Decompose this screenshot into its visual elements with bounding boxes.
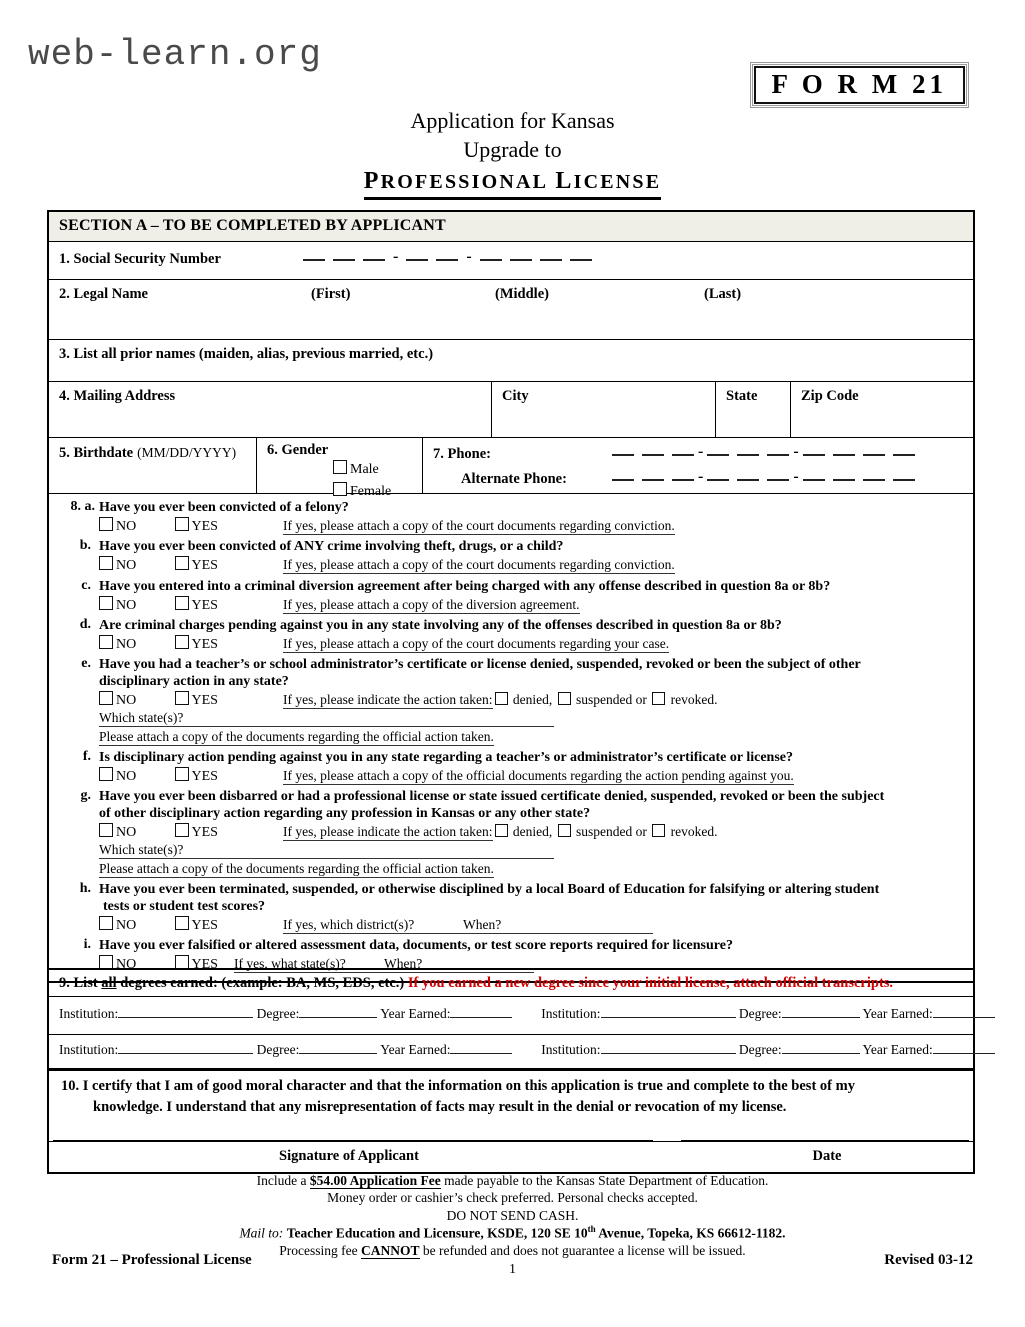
question-8g-text-line-1: Have you ever been disbarred or had a professional license or state issued certificate denied, suspended, revoked or been the subject <box>99 789 885 805</box>
gender-male-label: Male <box>350 462 379 477</box>
question-8h-yes[interactable]: YES <box>175 916 280 935</box>
gender-female-label: Female <box>350 484 392 499</box>
alt-phone-digit[interactable] <box>612 479 634 481</box>
document-title <box>0 106 1025 200</box>
ssn-input[interactable] <box>299 248 596 268</box>
question-8d-no[interactable]: NO <box>99 635 171 654</box>
cannot-emphasis: CANNOT <box>361 1242 420 1258</box>
year-input[interactable] <box>933 1017 995 1018</box>
question-8h-letter: h. <box>79 880 91 896</box>
ssn-digit[interactable] <box>480 259 502 261</box>
checkbox-icon[interactable] <box>175 767 189 781</box>
question-8h-text-line-2: tests or student test scores? <box>103 898 266 914</box>
question-8g-answers <box>99 823 965 879</box>
phone-digit[interactable] <box>833 454 855 456</box>
checkbox-icon[interactable] <box>652 692 665 705</box>
degree-row-2 <box>49 1035 973 1069</box>
state-label: State <box>726 388 758 404</box>
legal-name-middle-label: (Middle) <box>495 286 549 302</box>
question-8i-letter: i. <box>83 937 91 953</box>
section-9-transcript-warning: If you earned a new degree since your initial license, attach official transcripts. <box>407 975 894 991</box>
section-a-header-row <box>49 212 973 242</box>
question-8f-letter: f. <box>82 748 91 764</box>
date-line[interactable] <box>681 1140 969 1142</box>
mail-to-ordinal: th <box>587 1223 596 1234</box>
ssn-digit[interactable] <box>570 259 592 261</box>
ssn-separator: - <box>466 248 472 265</box>
mail-to-address-b: Avenue, Topeka, KS 66612-1182. <box>595 1225 786 1241</box>
legal-name-row[interactable] <box>49 280 973 340</box>
phone-digit[interactable] <box>767 454 789 456</box>
institution-label: Institution: <box>59 1042 119 1057</box>
checkbox-icon[interactable] <box>175 916 189 930</box>
institution-input[interactable] <box>118 1053 253 1054</box>
checkbox-icon[interactable] <box>558 824 571 837</box>
question-8e-answers <box>99 691 965 747</box>
site-watermark: web-learn.org <box>28 34 322 75</box>
checkbox-icon[interactable] <box>175 691 189 705</box>
gender-label: 6. Gender <box>267 442 329 458</box>
checkbox-icon[interactable] <box>99 916 113 930</box>
ssn-separator: - <box>393 248 399 265</box>
checkbox-icon[interactable] <box>333 460 347 474</box>
signature-row <box>49 1142 973 1172</box>
question-8f-hint: If yes, please attach a copy of the official documents regarding the action pending against you. <box>283 767 794 783</box>
section-9-all-emphasis: all <box>101 975 117 991</box>
certification-row <box>49 1070 973 1142</box>
alt-phone-digit[interactable] <box>767 479 789 481</box>
legal-name-label: 2. Legal Name <box>59 286 148 302</box>
alt-phone-digit[interactable] <box>642 479 664 481</box>
ssn-digit[interactable] <box>406 259 428 261</box>
question-8g <box>57 788 965 879</box>
signature-label: Signature of Applicant <box>279 1148 419 1164</box>
question-8d-letter: d. <box>79 616 91 632</box>
question-8i-when: When? <box>384 956 534 973</box>
checkbox-icon[interactable] <box>99 823 113 837</box>
checkbox-icon[interactable] <box>99 596 113 610</box>
question-8c-letter: c. <box>81 577 91 593</box>
phone-separator: - <box>698 443 704 460</box>
phone-input[interactable] <box>608 443 919 463</box>
year-input[interactable] <box>450 1053 512 1054</box>
section-a-block <box>47 210 975 983</box>
checkbox-icon[interactable] <box>99 635 113 649</box>
question-8h-answers <box>99 916 965 935</box>
title-line-1: Application for Kansas <box>410 108 615 133</box>
question-8d-hint: If yes, please attach a copy of the court documents regarding your case. <box>283 635 670 651</box>
checkbox-icon[interactable] <box>495 692 508 705</box>
form-number-badge <box>750 62 969 108</box>
legal-name-last-label: (Last) <box>704 286 742 302</box>
birthdate-label: 5. Birthdate <box>59 445 134 461</box>
ssn-digit[interactable] <box>436 259 458 261</box>
question-8a <box>57 499 965 536</box>
alt-phone-digit[interactable] <box>672 479 694 481</box>
city-cell[interactable] <box>492 382 716 437</box>
question-8b-answers <box>99 556 965 575</box>
gender-cell <box>257 438 423 499</box>
question-8g-attach-row <box>99 861 965 879</box>
checkbox-icon[interactable] <box>175 635 189 649</box>
question-8f-yes[interactable]: YES <box>175 767 280 786</box>
alternate-phone-input[interactable] <box>608 468 919 488</box>
question-8g-action-options: denied, suspended or revoked. <box>493 823 718 841</box>
mailing-address-row <box>49 382 973 438</box>
alt-phone-digit[interactable] <box>863 479 885 481</box>
question-8h-district-hint: If yes, which district(s)? <box>283 917 463 934</box>
degree-label: Degree: <box>256 1006 300 1021</box>
institution-input[interactable] <box>601 1053 736 1054</box>
date-label: Date <box>812 1148 842 1164</box>
phone-digit[interactable] <box>737 454 759 456</box>
question-8f-answers <box>99 767 965 786</box>
title-line-3 <box>364 168 662 200</box>
degree-input[interactable] <box>299 1017 377 1018</box>
title-rest-professional: ROFESSIONAL <box>380 171 549 194</box>
footer-form-name: Form 21 – Professional License <box>52 1252 252 1268</box>
checkbox-icon[interactable] <box>99 767 113 781</box>
footer-revision: Revised 03-12 <box>884 1252 973 1268</box>
year-input[interactable] <box>933 1053 995 1054</box>
question-8f-no[interactable]: NO <box>99 767 171 786</box>
question-8e-hint: If yes, please indicate the action taken: <box>283 692 493 708</box>
question-8i-text: Have you ever falsified or altered assessment data, documents, or test score reports required for licensure? <box>99 938 733 954</box>
checkbox-icon[interactable] <box>99 691 113 705</box>
checkbox-icon[interactable] <box>175 596 189 610</box>
prior-names-row[interactable] <box>49 340 973 382</box>
checkbox-icon[interactable] <box>652 824 665 837</box>
question-8b-letter: b. <box>79 538 91 554</box>
question-8e <box>57 656 965 747</box>
year-label: Year Earned: <box>380 1042 451 1057</box>
checkbox-icon[interactable] <box>175 517 189 531</box>
institution-label: Institution: <box>541 1042 601 1057</box>
fee-line: Include a $54.00 Application Fee made payable to the Kansas State Department of Education. <box>256 1173 769 1188</box>
question-8g-text-line-2: of other disciplinary action regarding any profession in Kansas or any other state? <box>99 806 591 822</box>
year-input[interactable] <box>450 1017 512 1018</box>
question-8f <box>57 749 965 786</box>
signature-line[interactable] <box>53 1140 653 1142</box>
degree-label: Degree: <box>738 1042 782 1057</box>
birthdate-format: (MM/DD/YYYY) <box>137 445 237 460</box>
institution-input[interactable] <box>601 1017 736 1018</box>
question-8i-no[interactable]: NO <box>99 955 171 974</box>
ssn-digit[interactable] <box>363 259 385 261</box>
mailing-address-label: 4. Mailing Address <box>59 388 176 404</box>
degree-row-1-fields <box>49 997 973 1022</box>
ssn-digit[interactable] <box>333 259 355 261</box>
question-8i-yes[interactable]: YES <box>175 955 231 974</box>
phone-digit[interactable] <box>803 454 825 456</box>
question-8e-action-options: denied, suspended or revoked. <box>493 691 718 709</box>
question-8g-attach: Please attach a copy of the documents regarding the official action taken. <box>99 860 494 876</box>
title-cap-p: P <box>363 168 381 195</box>
degree-row-2-fields <box>49 1035 973 1058</box>
question-8e-which-state: Which state(s)? <box>99 710 554 727</box>
title-cap-l: L <box>555 168 574 195</box>
section-9-block <box>47 968 975 1071</box>
payment-methods-line: Money order or cashier’s check preferred. Personal checks accepted. <box>327 1190 698 1206</box>
alt-phone-digit[interactable] <box>803 479 825 481</box>
section-9-heading: 9. List all degrees earned: (example: BA, MS, EDS, etc.) If you earned a new degree since your initial license, attach official transcripts. <box>59 975 894 991</box>
no-cash-line: DO NOT SEND CASH. <box>446 1207 579 1223</box>
question-8b-hint: If yes, please attach a copy of the court documents regarding conviction. <box>283 557 675 573</box>
question-8a-answers <box>99 517 965 536</box>
mail-to-address-a: Teacher Education and Licensure, KSDE, 120 SE 10 <box>286 1225 588 1241</box>
birthdate-cell[interactable] <box>49 438 257 493</box>
question-8g-hint: If yes, please indicate the action taken: <box>283 824 493 840</box>
certification-line-1: 10. I certify that I am of good moral character and that the information on this application is true and complete to the best of my <box>61 1078 855 1094</box>
question-8f-text: Is disciplinary action pending against you in any state regarding a teacher’s or administrator’s certificate or license? <box>99 749 793 765</box>
institution-label: Institution: <box>541 1006 601 1021</box>
alt-phone-separator: - <box>698 468 704 485</box>
question-8e-which-state-row[interactable] <box>99 710 965 728</box>
question-8b <box>57 538 965 575</box>
checkbox-icon[interactable] <box>99 517 113 531</box>
question-8-row <box>49 494 973 981</box>
gender-male-option[interactable] <box>333 460 379 478</box>
question-8e-text-line-2: disciplinary action in any state? <box>99 674 289 690</box>
degree-label: Degree: <box>738 1006 782 1021</box>
prior-names-label: 3. List all prior names (maiden, alias, previous married, etc.) <box>59 346 434 362</box>
certification-line-2: knowledge. I understand that any misrepresentation of facts may result in the denial or revocation of my license. <box>93 1098 787 1115</box>
alternate-phone-label: Alternate Phone: <box>461 471 567 487</box>
degree-input[interactable] <box>782 1017 860 1018</box>
question-8a-no[interactable]: NO <box>99 517 171 536</box>
phone-digit[interactable] <box>863 454 885 456</box>
mail-to-line <box>0 1224 1025 1242</box>
fee-instructions <box>0 1172 1025 1259</box>
title-line-2: Upgrade to <box>463 137 562 163</box>
question-8e-yes[interactable]: YES <box>175 691 280 710</box>
ssn-digit[interactable] <box>510 259 532 261</box>
mailing-address-cell[interactable] <box>49 382 492 437</box>
checkbox-icon[interactable] <box>175 823 189 837</box>
section-a-heading: SECTION A – TO BE COMPLETED BY APPLICANT <box>49 212 973 241</box>
question-8c-hint: If yes, please attach a copy of the diversion agreement. <box>283 596 580 612</box>
zip-cell[interactable] <box>791 382 973 437</box>
degree-input[interactable] <box>299 1053 377 1054</box>
checkbox-icon[interactable] <box>99 556 113 570</box>
ssn-digit[interactable] <box>303 259 325 261</box>
degree-row-1 <box>49 997 973 1035</box>
birthdate-label-wrap <box>59 444 236 462</box>
phone-digit[interactable] <box>893 454 915 456</box>
question-8a-yes[interactable]: YES <box>175 517 280 536</box>
question-8h-no[interactable]: NO <box>99 916 171 935</box>
question-8g-no[interactable]: NO <box>99 823 171 842</box>
checkbox-icon[interactable] <box>495 824 508 837</box>
checkbox-icon[interactable] <box>558 692 571 705</box>
fee-amount: $54.00 Application Fee <box>309 1173 441 1188</box>
question-8h <box>57 881 965 935</box>
question-8c-answers <box>99 596 965 615</box>
footer-page-number: 1 <box>509 1262 516 1277</box>
checkbox-icon[interactable] <box>175 556 189 570</box>
question-8a-text: Have you ever been convicted of a felony? <box>99 500 349 515</box>
legal-name-first-label: (First) <box>311 286 351 302</box>
question-8d-answers <box>99 635 965 654</box>
question-8b-yes[interactable]: YES <box>175 556 280 575</box>
alt-phone-digit[interactable] <box>707 479 729 481</box>
question-8b-no[interactable]: NO <box>99 556 171 575</box>
institution-label: Institution: <box>59 1006 119 1021</box>
ssn-digit[interactable] <box>540 259 562 261</box>
question-8e-no[interactable]: NO <box>99 691 171 710</box>
section-9-heading-row <box>49 970 973 997</box>
state-cell[interactable] <box>716 382 791 437</box>
phone-separator: - <box>793 443 799 460</box>
question-8d-text: Are criminal charges pending against you in any state involving any of the offenses described in question 8a or 8b? <box>99 617 782 633</box>
ssn-row <box>49 242 973 280</box>
phone-digit[interactable] <box>707 454 729 456</box>
year-label: Year Earned: <box>862 1006 933 1021</box>
alt-phone-separator: - <box>793 468 799 485</box>
mail-to-label: Mail to: <box>239 1225 284 1241</box>
phone-label: 7. Phone: <box>433 446 491 462</box>
section-10-block <box>47 1068 975 1174</box>
question-8h-text-line-1: Have you ever been terminated, suspended, or otherwise disciplined by a local Board of Education for falsifying or altering student <box>99 881 880 897</box>
title-rest-license: ICENSE <box>573 171 662 194</box>
question-8b-text: Have you ever been convicted of ANY crime involving theft, drugs, or a child? <box>99 539 564 555</box>
degree-label: Degree: <box>256 1042 300 1057</box>
alt-phone-digit[interactable] <box>833 479 855 481</box>
phone-digit[interactable] <box>642 454 664 456</box>
question-8g-letter: g. <box>80 788 91 804</box>
question-8e-attach: Please attach a copy of the documents regarding the official action taken. <box>99 728 494 744</box>
phone-digit[interactable] <box>672 454 694 456</box>
question-8c <box>57 578 965 615</box>
question-8i-state-hint: If yes, what state(s)? <box>234 956 384 973</box>
question-8e-text-line-1: Have you had a teacher’s or school administrator’s certificate or license denied, suspended, revoked or been the subject of other <box>99 657 861 673</box>
city-label: City <box>502 388 529 404</box>
year-label: Year Earned: <box>862 1042 933 1057</box>
question-8c-yes[interactable]: YES <box>175 596 280 615</box>
question-8d-yes[interactable]: YES <box>175 635 280 654</box>
phone-cell <box>423 438 973 493</box>
ssn-label: 1. Social Security Number <box>59 251 221 267</box>
question-8h-when: When? <box>463 917 653 934</box>
question-8a-hint: If yes, please attach a copy of the court documents regarding conviction. <box>283 518 675 534</box>
question-8c-text: Have you entered into a criminal diversion agreement after being charged with any offense described in question 8a or 8b? <box>99 578 831 594</box>
refund-line: Processing fee CANNOT be refunded and does not guarantee a license will be issued. <box>279 1242 746 1258</box>
phone-digit[interactable] <box>612 454 634 456</box>
question-8g-which-state-row[interactable] <box>99 842 965 860</box>
question-8a-letter: 8. a. <box>70 499 95 514</box>
zip-label: Zip Code <box>801 388 859 404</box>
institution-input[interactable] <box>118 1017 253 1018</box>
degree-input[interactable] <box>782 1053 860 1054</box>
question-8e-attach-row <box>99 729 965 747</box>
question-8e-letter: e. <box>81 656 91 672</box>
question-8g-yes[interactable]: YES <box>175 823 280 842</box>
form-number-label: F O R M 21 <box>754 66 965 104</box>
question-8d <box>57 617 965 654</box>
question-8g-which-state: Which state(s)? <box>99 842 554 859</box>
birthdate-gender-phone-row <box>49 438 973 499</box>
alt-phone-digit[interactable] <box>893 479 915 481</box>
year-label: Year Earned: <box>380 1006 451 1021</box>
question-8c-no[interactable]: NO <box>99 596 171 615</box>
alt-phone-digit[interactable] <box>737 479 759 481</box>
